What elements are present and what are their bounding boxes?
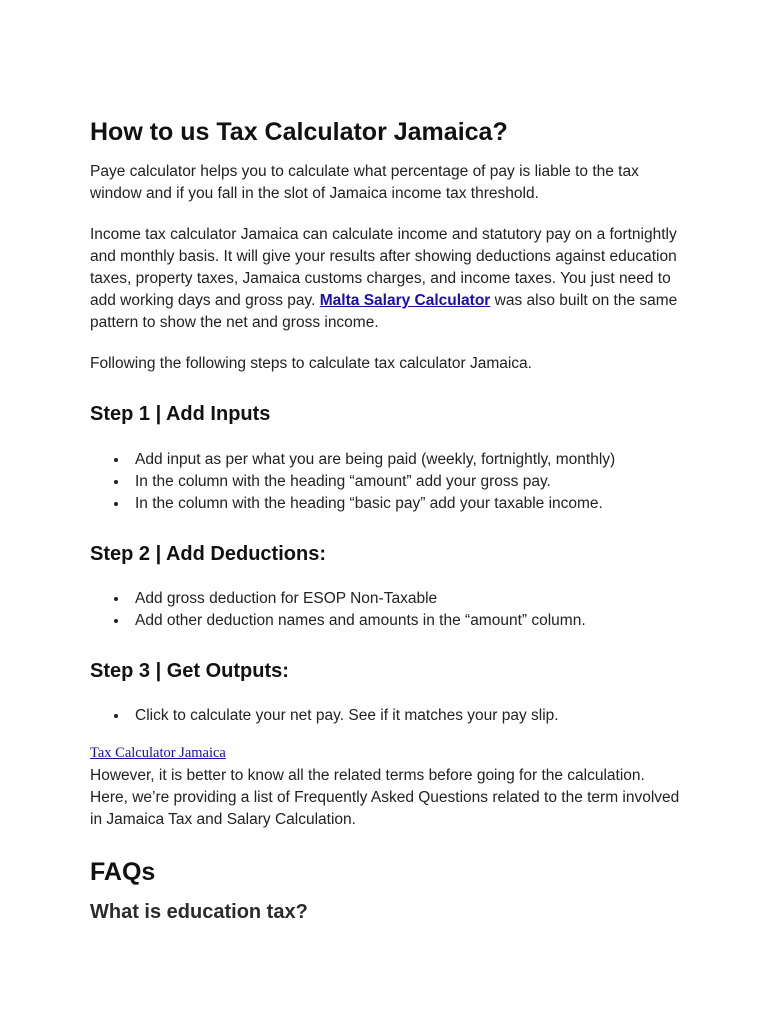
faq-intro-paragraph: However, it is better to know all the related terms before going for the calculation. Here, we’re providing a list of Frequently Asked Questions related to the term involved in Jamaica Tax and Salary Calculation. (90, 767, 680, 828)
list-item: Add other deduction names and amounts in the “amount” column. (90, 610, 586, 632)
malta-salary-calculator-link[interactable]: Malta Salary Calculator (319, 292, 491, 309)
faqs-heading: FAQs (90, 858, 156, 886)
step-3-list (90, 705, 559, 727)
step-2-heading: Step 2 | Add Deductions: (90, 543, 326, 565)
list-item: Click to calculate your net pay. See if it matches your pay slip. (90, 705, 559, 727)
list-item: Add gross deduction for ESOP Non-Taxable (90, 588, 586, 610)
page-title: How to us Tax Calculator Jamaica? (90, 118, 508, 146)
step-2-list (90, 588, 586, 632)
list-item: In the column with the heading “amount” add your gross pay. (90, 471, 615, 493)
step-3-heading: Step 3 | Get Outputs: (90, 660, 289, 682)
step-1-heading: Step 1 | Add Inputs (90, 403, 271, 425)
steps-intro-paragraph: Following the following steps to calculate tax calculator Jamaica. (90, 355, 532, 372)
paragraph-text: was also built on the same pattern to show the net and gross income. (90, 292, 678, 331)
list-item: Add input as per what you are being paid (weekly, fortnightly, monthly) (90, 449, 615, 471)
intro-paragraph: Paye calculator helps you to calculate what percentage of pay is liable to the tax window and if you fall in the slot of Jamaica income tax threshold. (90, 163, 639, 202)
calculator-description-paragraph (90, 224, 680, 334)
faq-question-education-tax: What is education tax? (90, 901, 308, 923)
paragraph-text: Income tax calculator Jamaica can calculate income and statutory pay on a fortnightly and monthly basis. It will give your results after showing deductions against education taxes, property taxes, Jamaica customs charges, and income taxes. You just need to add working days and gross pay. (90, 226, 677, 309)
list-item: In the column with the heading “basic pay” add your taxable income. (90, 493, 615, 515)
step-1-list (90, 449, 615, 515)
tax-calculator-jamaica-link[interactable]: Tax Calculator Jamaica (90, 745, 226, 761)
